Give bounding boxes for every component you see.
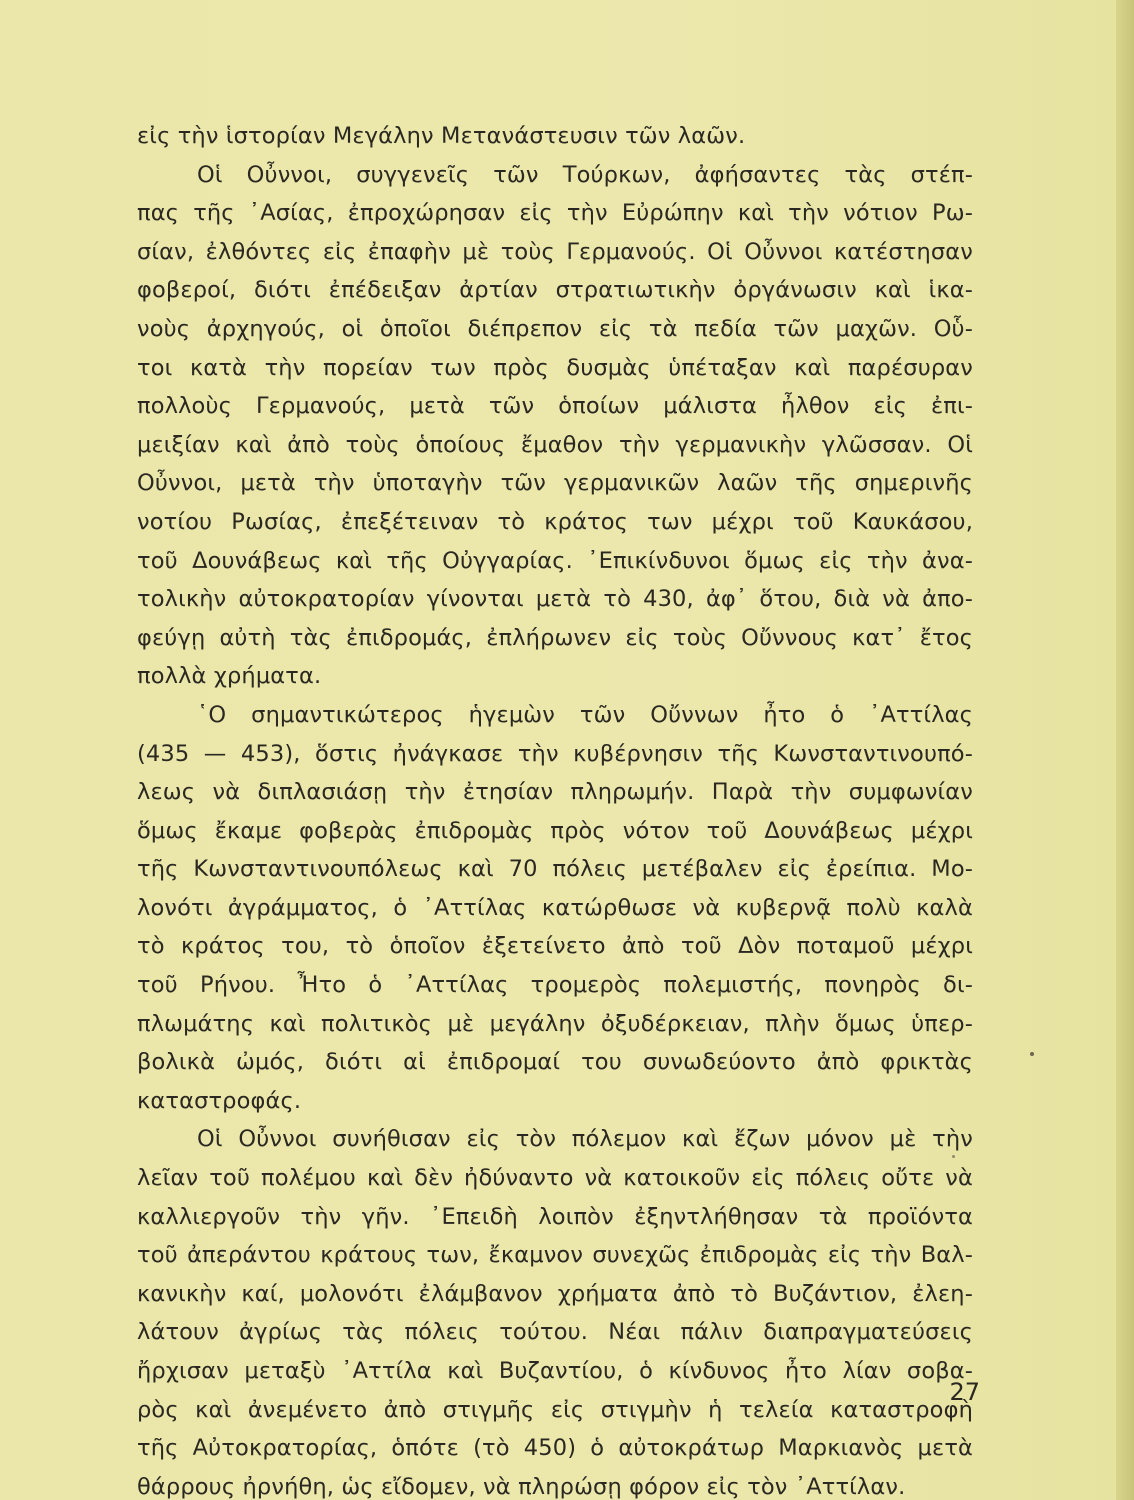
text-line: σίαν, ἐλθόντες εἰς ἐπαφὴν μὲ τοὺς Γερμανούς. Οἱ Οὖννοι κατέστησαν (137, 238, 973, 265)
text-line: ὅμως ἔκαμε φοβερὰς ἐπιδρομὰς πρὸς νότον τοῦ Δουνάβεως μέχρι (137, 817, 973, 844)
text-line: ρὸς καὶ ἀνεμένετο ἀπὸ στιγμῆς εἰς στιγμὴν ἡ τελεία καταστροφὴ (137, 1396, 973, 1423)
text-line: ἤρχισαν μεταξὺ ᾿Αττίλα καὶ Βυζαντίου, ὁ κίνδυνος ἦτο λίαν σοβα- (137, 1358, 973, 1384)
text-line: πολλοὺς Γερμανούς, μετὰ τῶν ὁποίων μάλιστα ἦλθον εἰς ἐπι- (137, 393, 973, 420)
text-line: πολλὰ χρήματα. (137, 663, 322, 690)
text-line: φεύγῃ αὐτὴ τὰς ἐπιδρομάς, ἐπλήρωνεν εἰς τοὺς Οὔννους κατ᾿ ἔτος (137, 624, 973, 651)
text-line: φοβεροί, διότι ἐπέδειξαν ἀρτίαν στρατιωτικὴν ὀργάνωσιν καὶ ἱκα- (137, 277, 973, 304)
page-edge-shadow (1116, 0, 1134, 1500)
text-line: νοτίου Ρωσίας, ἐπεξέτειναν τὸ κράτος των μέχρι τοῦ Καυκάσου, (137, 508, 973, 535)
text-line: λάτουν ἀγρίως τὰς πόλεις τούτου. Νέαι πάλιν διαπραγματεύσεις (137, 1319, 973, 1346)
text-line: τοι κατὰ τὴν πορείαν των πρὸς δυσμὰς ὑπέταξαν καὶ παρέσυραν (137, 354, 973, 381)
text-line: λεως νὰ διπλασιάσῃ τὴν ἐτησίαν πληρωμήν. Παρὰ τὴν συμφωνίαν (137, 779, 973, 806)
page-number: 27 (949, 1378, 980, 1406)
text-line: Οἱ Οὖννοι συνήθισαν εἰς τὸν πόλεμον καὶ ἔζων μόνον μὲ τὴν (197, 1126, 973, 1153)
text-line: βολικὰ ὠμός, διότι αἱ ἐπιδρομαί του συνωδεύοντο ἀπὸ φρικτὰς (137, 1049, 973, 1076)
text-line: μειξίαν καὶ ἀπὸ τοὺς ὁποίους ἔμαθον τὴν γερμανικὴν γλῶσσαν. Οἱ (137, 431, 973, 458)
text-line: λεῖαν τοῦ πολέμου καὶ δὲν ἠδύναντο νὰ κατοικοῦν εἰς πόλεις οὔτε νὰ (137, 1165, 973, 1192)
text-line: Οὖννοι, μετὰ τὴν ὑποταγὴν τῶν γερμανικῶν λαῶν τῆς σημερινῆς (137, 470, 973, 497)
text-line: τῆς Κωνσταντινουπόλεως καὶ 70 πόλεις μετέβαλεν εἰς ἐρείπια. Μο- (137, 856, 973, 883)
text-line: κανικὴν καί, μολονότι ἐλάμβανον χρήματα ἀπὸ τὸ Βυζάντιον, ἐλεη- (137, 1280, 973, 1307)
text-line: τοῦ Ρήνου. Ἦτο ὁ ᾿Αττίλας τρομερὸς πολεμιστής, πονηρὸς δι- (137, 972, 973, 999)
text-line: νοὺς ἀρχηγούς, οἱ ὁποῖοι διέπρεπον εἰς τὰ πεδία τῶν μαχῶν. Οὗ- (137, 315, 973, 342)
text-line: πλωμάτης καὶ πολιτικὸς μὲ μεγάλην ὀξυδέρκειαν, πλὴν ὅμως ὑπερ- (137, 1010, 973, 1037)
text-line: Οἱ Οὖννοι, συγγενεῖς τῶν Τούρκων, ἀφήσαντες τὰς στέπ- (197, 161, 973, 188)
text-line: (435 — 453), ὅστις ἠνάγκασε τὴν κυβέρνησιν τῆς Κωνσταντινουπό- (137, 740, 973, 767)
text-line: τοῦ ἀπεράντου κράτους των, ἔκαμνον συνεχῶς ἐπιδρομὰς εἰς τὴν Βαλ- (137, 1242, 973, 1269)
text-line: θάρρους ἠρνήθη, ὡς εἴδομεν, νὰ πληρώσῃ φόρον εἰς τὸν ᾿Αττίλαν. (137, 1473, 906, 1500)
text-line: πας τῆς ᾿Ασίας, ἐπροχώρησαν εἰς τὴν Εὐρώπην καὶ τὴν νότιον Ρω- (137, 200, 973, 227)
text-line: καταστροφάς. (137, 1087, 302, 1114)
paper-speck (1030, 1052, 1034, 1056)
body-text (137, 117, 973, 1500)
text-line: λονότι ἀγράμματος, ὁ ᾿Αττίλας κατώρθωσε νὰ κυβερνᾷ πολὺ καλὰ (137, 894, 973, 921)
text-line: καλλιεργοῦν τὴν γῆν. ᾿Επειδὴ λοιπὸν ἐξηντλήθησαν τὰ προϊόντα (137, 1203, 973, 1230)
text-line: εἰς τὴν ἱστορίαν Μεγάλην Μετανάστευσιν τῶν λαῶν. (137, 123, 746, 149)
text-line: τοῦ Δουνάβεως καὶ τῆς Οὐγγαρίας. ᾿Επικίνδυνοι ὅμως εἰς τὴν ἀνα- (137, 547, 973, 574)
text-line: τολικὴν αὐτοκρατορίαν γίνονται μετὰ τὸ 430, ἀφ᾿ ὅτου, διὰ νὰ ἀπο- (137, 586, 973, 613)
text-line: τῆς Αὐτοκρατορίας, ὁπότε (τὸ 450) ὁ αὐτοκράτωρ Μαρκιανὸς μετὰ (137, 1435, 973, 1462)
text-line: τὸ κράτος του, τὸ ὁποῖον ἐξετείνετο ἀπὸ τοῦ Δὸν ποταμοῦ μέχρι (137, 933, 973, 960)
text-line: ῾Ο σημαντικώτερος ἡγεμὼν τῶν Οὔννων ἦτο ὁ ᾿Αττίλας (197, 701, 973, 728)
